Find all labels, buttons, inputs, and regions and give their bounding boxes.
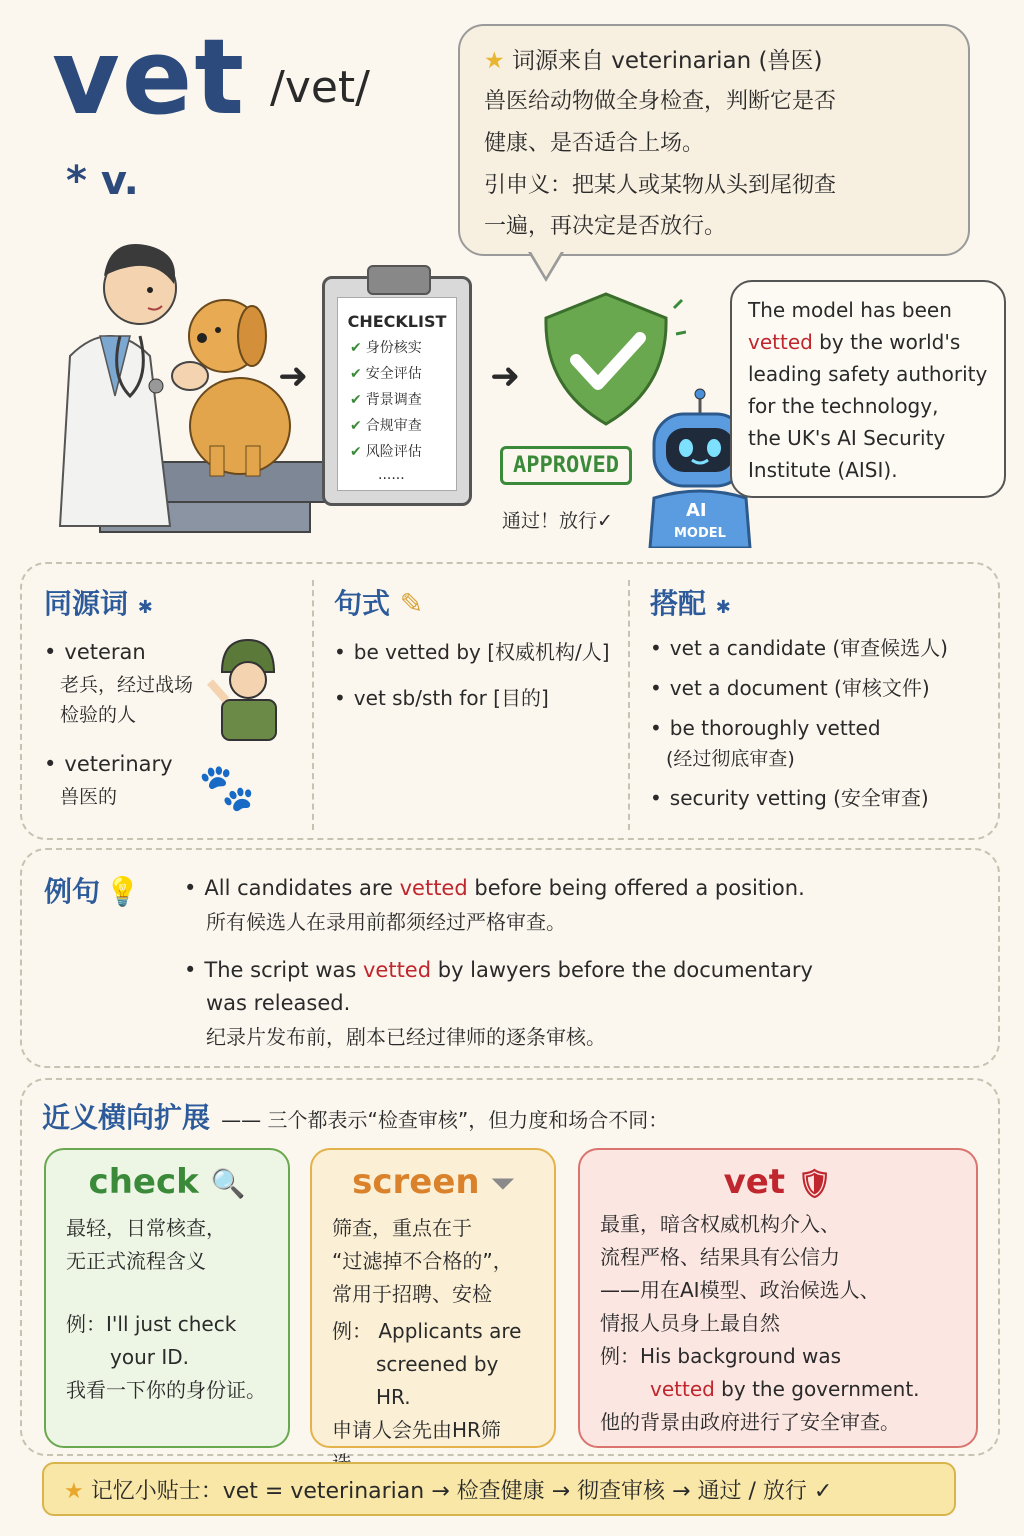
pattern-item: vet sb/sth for [目的] (353, 686, 549, 710)
synonym-word: screen (352, 1162, 480, 1202)
quote-vetted: vetted (748, 330, 813, 354)
lightbulb-icon: 💡 (105, 875, 140, 908)
example-text: before being offered a position. (467, 876, 805, 900)
memory-tip (42, 1462, 956, 1516)
synonym-desc: “过滤掉不合格的”， (332, 1249, 513, 1273)
quote-line0: The model has been (748, 298, 952, 322)
example-text: by lawyers before the documentary (431, 957, 813, 982)
collocation-item: vet a candidate (审查候选人) (669, 636, 948, 660)
robot-label-model: MODEL (674, 526, 726, 541)
cognates-section: 同源词 ✱ • veteran 老兵，经过战场 检验的人 • veterinary 兽医的 (44, 582, 193, 812)
star-icon: ★ (484, 48, 505, 74)
cognates-title: 同源词 (44, 587, 129, 620)
robot-label-ai: AI (686, 500, 707, 521)
pass-text: 通过！放行✓ (502, 510, 613, 532)
divider (628, 580, 630, 830)
synonym-desc: 情报人员身上最自然 (600, 1311, 780, 1335)
synonym-desc: 最轻，日常核查， (66, 1216, 226, 1240)
synonym-example-translation: 我看一下你的身份证。 (66, 1378, 266, 1402)
arrow-right-icon: ➜ (278, 356, 309, 397)
check-icon: ✔ (350, 366, 362, 382)
phonetic: /vet/ (270, 62, 371, 113)
quote-line1: by the world's (812, 330, 961, 354)
synonyms-subtitle: —— 三个都表示“检查审核”，但力度和场合不同： (221, 1108, 669, 1132)
synonym-example: your ID. (110, 1345, 189, 1369)
synonym-example: by the government. (714, 1377, 920, 1401)
synonym-example-vetted: vetted (650, 1377, 715, 1401)
patterns-title: 句式 (334, 587, 391, 620)
etymology-line2: 兽医给动物做全身检查，判断它是否 (484, 89, 837, 114)
example-text: was released. (206, 991, 351, 1016)
memory-tip-text: 记忆小贴士：vet = veterinarian → 检查健康 → 彻查审核 → 通过 / 放行 ✓ (90, 1479, 833, 1504)
cognate-word: veterinary (64, 752, 173, 777)
synonym-example-translation: 申请人会先由HR筛 (332, 1418, 501, 1442)
checklist-item: 背景调查 (365, 392, 422, 408)
star-icon: ✱ (715, 597, 731, 618)
synonym-desc: 筛查，重点在于 (332, 1216, 472, 1240)
quote-line2: leading safety authority (748, 362, 988, 386)
checklist-clipboard (322, 276, 472, 506)
pencil-icon: ✎ (399, 587, 424, 620)
quote-bubble (730, 280, 1006, 498)
synonym-desc: 无正式流程含义 (66, 1249, 206, 1273)
quote-line3: for the technology, (748, 394, 939, 418)
check-icon: ✔ (350, 340, 362, 356)
funnel-icon: ⏷ (491, 1167, 514, 1200)
synonym-desc: 常用于招聘、安检 (332, 1282, 492, 1306)
cognate-word: veteran (64, 640, 146, 664)
synonym-card-vet (578, 1148, 978, 1448)
synonym-example: 例：His background was (600, 1344, 842, 1368)
synonym-word: vet (723, 1162, 786, 1202)
shield-icon: 🛡 (796, 1167, 833, 1200)
synonym-example: 例： Applicants are (332, 1319, 522, 1343)
synonym-desc: 流程严格、结果具有公信力 (600, 1245, 840, 1269)
example-vetted: vetted (362, 957, 432, 982)
examples-list: • All candidates are vetted before being offered a position. 所有候选人在录用前都须经过严格审查。 • The script was vetted by lawyers before the documentary was released. 纪录片发布前，剧本已经过律师的逐条审核。 (184, 872, 984, 1053)
synonym-card-check (44, 1148, 290, 1448)
check-icon: ✔ (350, 392, 362, 408)
synonym-example: screened by HR. (376, 1352, 499, 1409)
checklist-more: ...... (378, 467, 405, 483)
etymology-line4: 引申义：把某人或某物从头到尾彻查 (484, 172, 837, 198)
soldier-icon (204, 632, 290, 742)
check-icon: ✔ (350, 418, 362, 434)
etymology-line1: 词源来自 veterinarian (兽医) (511, 48, 823, 74)
pattern-item: be vetted by [权威机构/人] (353, 640, 610, 664)
approved-stamp: APPROVED (500, 446, 632, 485)
collocation-item: be thoroughly vetted (669, 716, 881, 740)
synonym-example-translation: 他的背景由政府进行了安全审查。 (600, 1410, 900, 1434)
synonym-example: 例：I'll just check (66, 1312, 237, 1336)
example-translation: 纪录片发布前，剧本已经过律师的逐条审核。 (206, 1024, 606, 1049)
etymology-line3: 健康、是否适合上场。 (484, 130, 705, 156)
quote-line5: Institute (AISI). (748, 458, 898, 482)
etymology-bubble (458, 24, 970, 256)
collocations-title: 搭配 (650, 587, 707, 620)
quote-line4: the UK's AI Security (748, 426, 946, 450)
paw-icon: 🐾 (198, 760, 256, 814)
cognate-definition: 检验的人 (60, 703, 137, 726)
example-text: The script was (204, 957, 363, 982)
etymology-line5: 一遍，再决定是否放行。 (484, 214, 727, 240)
examples-title: 例句 (44, 875, 101, 908)
bubble-tail-inner (530, 250, 562, 277)
checklist-item: 安全评估 (365, 366, 422, 382)
cognate-definition: 老兵，经过战场 (60, 673, 194, 696)
example-translation: 所有候选人在录用前都须经过严格审查。 (206, 909, 566, 934)
collocation-item: vet a document (审核文件) (669, 676, 930, 700)
synonym-desc: ——用在AI模型、政治候选人、 (600, 1278, 880, 1302)
collocations-section: 搭配 ✱ • vet a candidate (审查候选人) • vet a document (审核文件) • be thoroughly vetted (经过彻底审查) • security vetting (安全审查) (650, 587, 948, 811)
checklist-item: 风险评估 (365, 444, 422, 460)
synonym-card-screen (310, 1148, 556, 1448)
divider (312, 580, 314, 830)
headword: vet (52, 16, 247, 138)
checklist-title: CHECKLIST (347, 312, 447, 331)
checklist-item: 合规审查 (365, 418, 422, 434)
synonyms-title: 近义横向扩展 (42, 1101, 211, 1134)
part-of-speech: * v. (66, 158, 139, 204)
star-icon: ★ (64, 1479, 84, 1504)
synonym-word: check (88, 1162, 199, 1202)
star-icon: ✱ (137, 597, 153, 618)
cognate-definition: 兽医的 (60, 785, 118, 808)
check-icon: ✔ (350, 444, 362, 460)
examples-title-group (44, 870, 140, 910)
magnifier-icon: 🔍 (210, 1167, 246, 1200)
collocation-item-translation: (经过彻底审查) (666, 748, 795, 770)
patterns-section: 句式 ✎ • be vetted by [权威机构/人] • vet sb/sth for [目的] (334, 587, 610, 710)
synonyms-header (42, 1096, 668, 1136)
example-vetted: vetted (399, 876, 468, 900)
synonym-desc: 最重，暗含权威机构介入、 (600, 1212, 840, 1236)
collocation-item: security vetting (安全审查) (669, 786, 929, 811)
arrow-right-icon: ➜ (490, 356, 521, 397)
example-text: All candidates are (204, 876, 400, 900)
checklist-item: 身份核实 (365, 340, 422, 356)
clipboard-clip (367, 265, 431, 295)
